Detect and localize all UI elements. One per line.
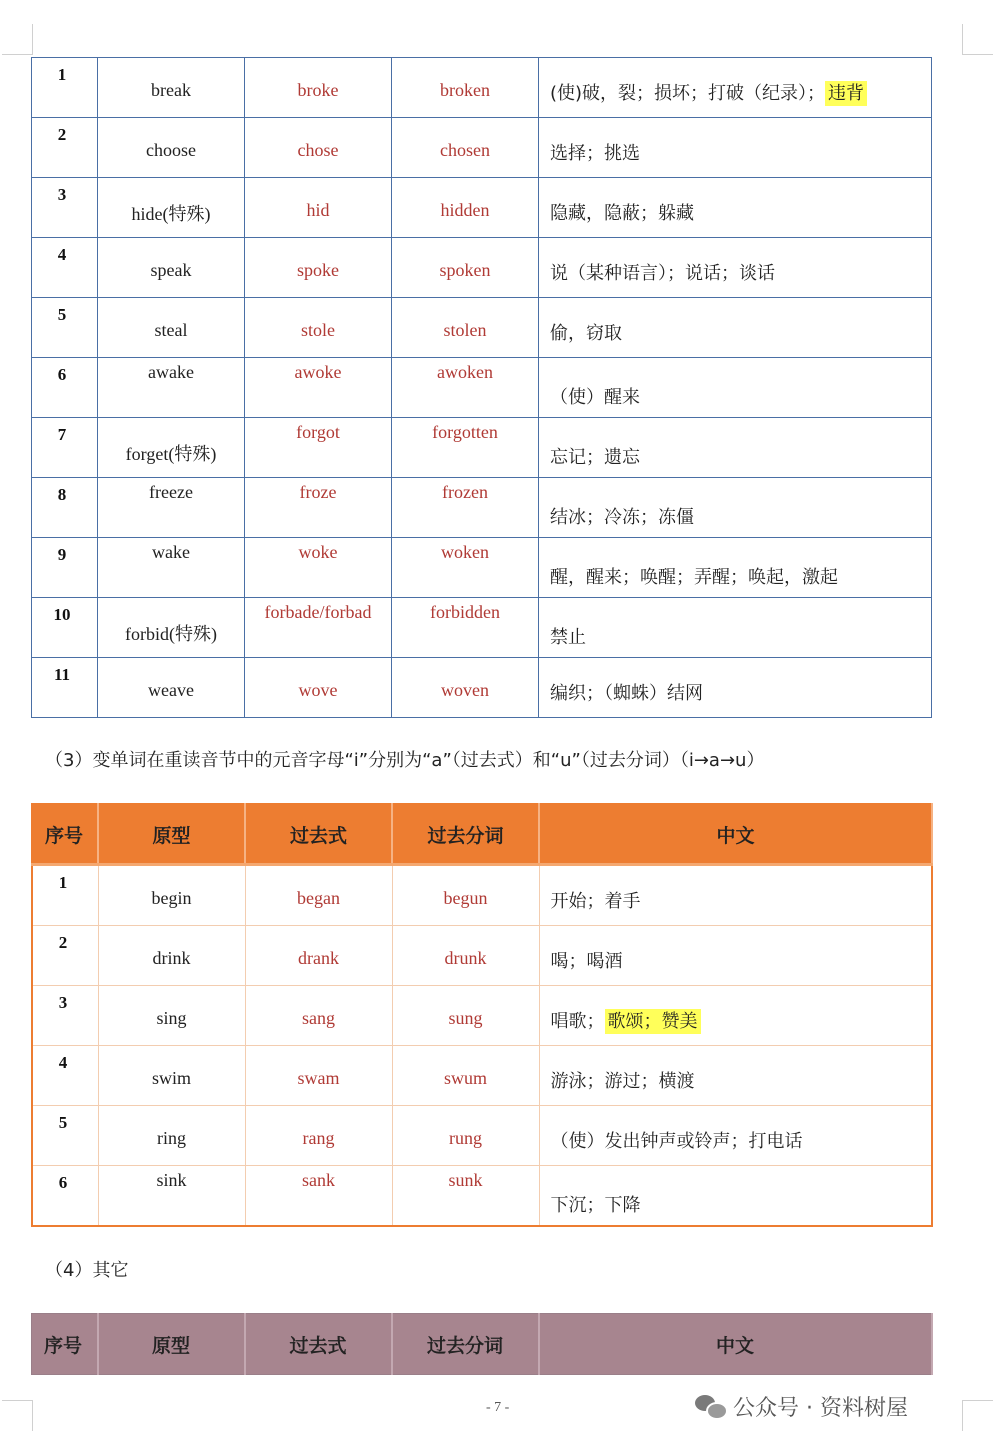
table-row — [32, 298, 932, 358]
past-participle: rung — [449, 1128, 482, 1148]
past-participle: forbidden — [430, 602, 500, 622]
chinese-meaning: 开始；着手 — [550, 891, 641, 912]
past-tense: froze — [299, 482, 337, 502]
chinese-meaning: 结冰；冷冻；冻僵 — [550, 507, 694, 528]
past-participle: stolen — [443, 320, 487, 340]
row-number: 6 — [57, 365, 67, 384]
past-tense: forbade/forbad — [264, 602, 372, 622]
table-row — [32, 926, 932, 986]
section-4-heading: （4）其它 — [45, 1260, 129, 1281]
header-base-form: 原型 — [98, 804, 245, 865]
table-row — [32, 418, 932, 478]
row-number: 10 — [53, 605, 71, 624]
crop-mark-bottom-right — [962, 1400, 993, 1431]
past-tense: awoke — [294, 362, 342, 382]
past-tense: rang — [302, 1128, 335, 1148]
chinese-meaning: 醒，醒来；唤醒；弄醒；唤起，激起 — [550, 567, 838, 588]
row-number: 4 — [57, 245, 67, 264]
chinese-meaning: 编织；（蜘蛛）结网 — [550, 683, 703, 704]
past-participle: chosen — [440, 140, 490, 160]
chinese-meaning: 游泳；游过；横渡 — [550, 1071, 695, 1092]
past-tense: swam — [297, 1068, 340, 1088]
past-tense: wove — [298, 680, 338, 700]
chinese-meaning: 忘记；遗忘 — [550, 447, 640, 468]
table-row — [32, 658, 932, 718]
page-number: - 7 - — [486, 1400, 510, 1415]
base-form: awake — [148, 362, 194, 382]
watermark-text: 公众号 · 资料树屋 — [733, 1395, 908, 1421]
highlighted-meaning: 歌颂；赞美 — [605, 1009, 701, 1034]
irregular-verbs-table-1 — [31, 57, 932, 718]
past-participle: broken — [440, 80, 490, 100]
base-form: ring — [157, 1128, 186, 1148]
irregular-verbs-table-2 — [31, 803, 933, 1227]
table-row — [32, 598, 932, 658]
row-number: 5 — [58, 1113, 68, 1132]
past-tense: hid — [306, 200, 330, 220]
past-tense: began — [297, 888, 340, 908]
row-number: 2 — [58, 933, 68, 952]
table-row — [32, 538, 932, 598]
table-row — [32, 865, 932, 926]
wechat-icon — [693, 1392, 727, 1420]
row-number: 1 — [58, 873, 68, 892]
past-participle: woken — [441, 542, 489, 562]
crop-mark-top-right — [962, 24, 993, 55]
chinese-meaning: （使）发出钟声或铃声；打电话 — [550, 1131, 803, 1152]
section-3-heading: （3）变单词在重读音节中的元音字母“i”分别为“a”（过去式）和“u”（过去分词）（i→a→u） — [45, 750, 765, 771]
base-form: sink — [156, 1170, 187, 1190]
base-form: begin — [151, 888, 192, 908]
row-number: 3 — [57, 185, 67, 204]
base-form: weave — [148, 680, 194, 700]
header-base-form: 原型 — [98, 1314, 245, 1375]
chinese-meaning: 隐藏，隐蔽；躲藏 — [550, 203, 694, 224]
base-form: steal — [154, 320, 188, 340]
watermark — [693, 1390, 908, 1422]
row-number: 4 — [58, 1053, 68, 1072]
table-row — [32, 1166, 932, 1227]
header-chinese: 中文 — [539, 804, 932, 865]
chinese-meaning: （使）醒来 — [550, 387, 640, 408]
highlighted-meaning: 违背 — [825, 81, 867, 106]
past-participle: sung — [448, 1008, 483, 1028]
table-header-row — [32, 804, 932, 865]
crop-mark-bottom-left — [2, 1400, 33, 1431]
past-tense: spoke — [297, 260, 339, 280]
table-row — [32, 118, 932, 178]
base-form: freeze — [149, 482, 193, 502]
header-number: 序号 — [32, 1314, 98, 1375]
chinese-meaning: (使)破，裂；损坏；打破（纪录）； — [550, 83, 826, 104]
table-row — [32, 1046, 932, 1106]
chinese-meaning: 喝；喝酒 — [550, 951, 623, 972]
past-participle: spoken — [439, 260, 491, 280]
table-row — [32, 178, 932, 238]
row-number: 3 — [58, 993, 68, 1012]
past-participle: begun — [443, 888, 488, 908]
crop-mark-top-left — [2, 24, 33, 55]
header-past-tense: 过去式 — [245, 1314, 392, 1375]
base-form: forget(特殊) — [125, 444, 217, 464]
table-row — [32, 478, 932, 538]
base-form: drink — [152, 948, 191, 968]
base-form: sing — [156, 1008, 187, 1028]
table-row — [32, 358, 932, 418]
base-form: hide(特殊) — [131, 204, 211, 224]
past-participle: frozen — [442, 482, 488, 502]
past-participle: awoken — [437, 362, 493, 382]
row-number: 2 — [57, 125, 67, 144]
chinese-meaning: 选择；挑选 — [550, 143, 640, 164]
row-number: 8 — [57, 485, 67, 504]
past-tense: stole — [301, 320, 335, 340]
irregular-verbs-table-3 — [31, 1313, 933, 1375]
base-form: choose — [146, 140, 196, 160]
base-form: forbid(特殊) — [125, 624, 217, 644]
table-row — [32, 238, 932, 298]
table-row — [32, 986, 932, 1046]
base-form: break — [151, 80, 191, 100]
row-number: 9 — [57, 545, 67, 564]
past-tense: chose — [297, 140, 339, 160]
past-tense: sang — [302, 1008, 335, 1028]
chinese-meaning: 禁止 — [550, 627, 586, 648]
past-tense: woke — [298, 542, 338, 562]
past-participle: hidden — [440, 200, 490, 220]
table-row — [32, 1106, 932, 1166]
row-number: 5 — [57, 305, 67, 324]
chinese-meaning: 下沉；下降 — [550, 1195, 641, 1216]
past-participle: sunk — [448, 1170, 483, 1190]
past-participle: forgotten — [432, 422, 498, 442]
row-number: 7 — [57, 425, 67, 444]
base-form: swim — [151, 1068, 191, 1088]
table-row — [32, 58, 932, 118]
past-tense: drank — [298, 948, 339, 968]
past-tense: sank — [302, 1170, 335, 1190]
past-participle: swum — [443, 1068, 487, 1088]
header-past-tense: 过去式 — [245, 804, 392, 865]
past-participle: drunk — [444, 948, 487, 968]
past-participle: woven — [441, 680, 489, 700]
header-chinese: 中文 — [539, 1314, 932, 1375]
row-number: 11 — [53, 665, 71, 684]
base-form: wake — [152, 542, 190, 562]
header-past-participle: 过去分词 — [392, 1314, 539, 1375]
base-form: speak — [150, 260, 192, 280]
table-header-row — [32, 1314, 932, 1375]
chinese-meaning: 偷，窃取 — [550, 323, 622, 344]
row-number: 6 — [58, 1173, 68, 1192]
past-tense: broke — [297, 80, 339, 100]
chinese-meaning: 唱歌； — [550, 1011, 605, 1032]
row-number: 1 — [57, 65, 67, 84]
header-past-participle: 过去分词 — [392, 804, 539, 865]
header-number: 序号 — [32, 804, 98, 865]
past-tense: forgot — [296, 422, 340, 442]
chinese-meaning: 说（某种语言）；说话；谈话 — [550, 263, 775, 284]
